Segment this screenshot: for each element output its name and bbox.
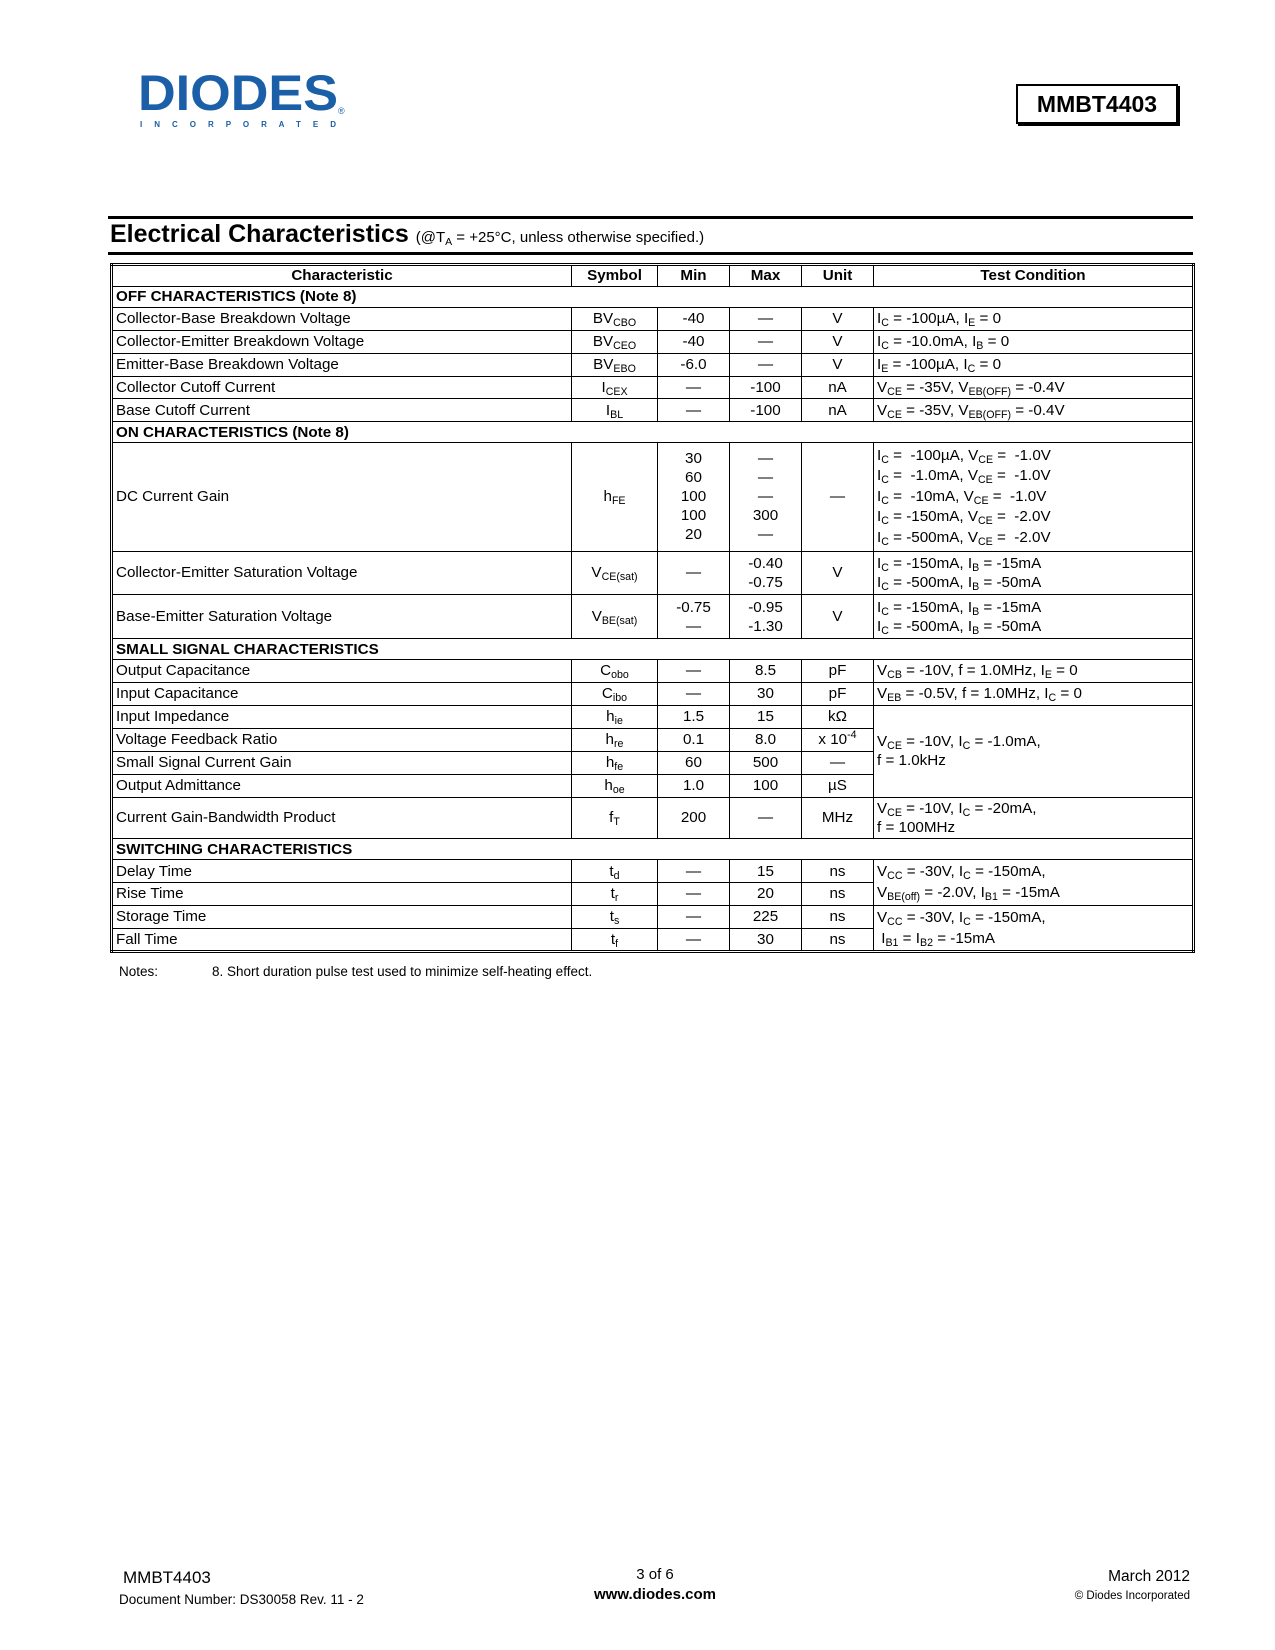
symbol: $f_T$ (572, 797, 658, 839)
footer-website: www.diodes.com (594, 1586, 716, 1603)
max-value: 500 (730, 751, 802, 774)
unit: V (802, 307, 874, 330)
characteristic-name: Input Capacitance (112, 682, 572, 705)
col-header-min: Min (658, 265, 730, 287)
symbol: $h_{oe}$ (572, 774, 658, 797)
min-value: — (658, 905, 730, 928)
symbol: $h_{re}$ (572, 728, 658, 751)
max-value: 8.5 (730, 660, 802, 683)
section-title (110, 220, 704, 249)
symbol: $C_{ibo}$ (572, 682, 658, 705)
col-header-characteristic: Characteristic (112, 265, 572, 287)
footer-document-number: Document Number: DS30058 Rev. 11 - 2 (119, 1592, 364, 1607)
unit: V (802, 353, 874, 376)
characteristic-name: Storage Time (112, 905, 572, 928)
table-row (112, 376, 1194, 399)
unit: pF (802, 682, 874, 705)
characteristic-name: Base-Emitter Saturation Voltage (112, 595, 572, 639)
symbol: $t_r$ (572, 882, 658, 905)
min-value: 1.5 (658, 705, 730, 728)
section-row (112, 422, 1194, 443)
table-row (112, 330, 1194, 353)
symbol: $C_{obo}$ (572, 660, 658, 683)
min-value: 200 (658, 797, 730, 839)
symbol: $t_s$ (572, 905, 658, 928)
symbol: $I_{BL}$ (572, 399, 658, 422)
logo-subtitle: I N C O R P O R A T E D (140, 120, 336, 129)
characteristic-name: Input Impedance (112, 705, 572, 728)
unit: V (802, 595, 874, 639)
test-condition: $I_C = -10.0mA$, $I_B = 0$ (874, 330, 1194, 353)
table-row (112, 353, 1194, 376)
test-condition: $V_{CE} = -10V$, $I_C = -20mA$, f = 100MHz (874, 797, 1194, 839)
table-row (112, 905, 1194, 928)
max-value: 30 (730, 682, 802, 705)
col-header-max: Max (730, 265, 802, 287)
test-condition: $V_{EB} = -0.5V$, f = 1.0MHz, $I_C = 0$ (874, 682, 1194, 705)
min-value: -40 (658, 307, 730, 330)
test-condition: $I_C = -150mA$, $I_B = -15mA$ $I_C = -500mA$, $I_B = -50mA$ (874, 595, 1194, 639)
section-condition: ($@T_A = +25^\circ C$, unless otherwise specified.) (415, 229, 705, 248)
min-value: — (658, 928, 730, 951)
symbol: $h_{fe}$ (572, 751, 658, 774)
unit: ns (802, 860, 874, 883)
col-header-unit: Unit (802, 265, 874, 287)
title-rule-bottom (108, 252, 1193, 255)
unit: x $10^{-4}$ (802, 728, 874, 751)
characteristic-name: Base Cutoff Current (112, 399, 572, 422)
max-value: 30 (730, 928, 802, 951)
title-rule-top (108, 216, 1193, 219)
characteristic-name: DC Current Gain (112, 443, 572, 551)
table-row (112, 551, 1194, 595)
min-value: — (658, 660, 730, 683)
max-value: — (730, 307, 802, 330)
electrical-characteristics-table (110, 263, 1195, 953)
symbol: $h_{ie}$ (572, 705, 658, 728)
characteristic-name: Collector-Base Breakdown Voltage (112, 307, 572, 330)
max-value: -0.40 -0.75 (730, 551, 802, 595)
footer-page-number: 3 of 6 (636, 1566, 674, 1583)
table-row (112, 307, 1194, 330)
characteristic-name: Voltage Feedback Ratio (112, 728, 572, 751)
unit: ns (802, 882, 874, 905)
max-value: 225 (730, 905, 802, 928)
test-condition: $V_{CE} = -35V$, $V_{EB(OFF)} = -0.4V$ (874, 399, 1194, 422)
symbol: $BV_{EBO}$ (572, 353, 658, 376)
section-row (112, 286, 1194, 307)
col-header-symbol: Symbol (572, 265, 658, 287)
max-value: 20 (730, 882, 802, 905)
section-row (112, 639, 1194, 660)
min-value: -40 (658, 330, 730, 353)
test-condition: $I_E = -100\mu A$, $I_C = 0$ (874, 353, 1194, 376)
max-value: — (730, 330, 802, 353)
symbol: $I_{CEX}$ (572, 376, 658, 399)
max-value: 15 (730, 705, 802, 728)
symbol: $t_d$ (572, 860, 658, 883)
logo-wordmark: DIODES (138, 70, 338, 121)
characteristic-name: Collector-Emitter Breakdown Voltage (112, 330, 572, 353)
max-value: 8.0 (730, 728, 802, 751)
table-row (112, 797, 1194, 839)
characteristic-name: Output Admittance (112, 774, 572, 797)
notes (119, 964, 593, 979)
max-value: 15 (730, 860, 802, 883)
col-header-test-condition: Test Condition (874, 265, 1194, 287)
characteristic-name: Output Capacitance (112, 660, 572, 683)
max-value: — (730, 353, 802, 376)
test-condition: $V_{CE} = -10V$, $I_C = -1.0mA$, f = 1.0kHz (874, 705, 1194, 797)
test-condition: $V_{CE} = -35V$, $V_{EB(OFF)} = -0.4V$ (874, 376, 1194, 399)
symbol: $V_{BE(sat)}$ (572, 595, 658, 639)
max-value: -100 (730, 399, 802, 422)
unit: V (802, 551, 874, 595)
max-value: -0.95 -1.30 (730, 595, 802, 639)
section-off: OFF CHARACTERISTICS (Note 8) (112, 286, 1194, 307)
unit: µS (802, 774, 874, 797)
section-title-text: Electrical Characteristics (110, 220, 409, 248)
symbol: $t_f$ (572, 928, 658, 951)
test-condition: $I_C = -100\mu A$, $V_{CE} = -1.0V$ $I_C = -1.0mA$, $V_{CE} = -1.0V$ $I_C = -10mA$, $V_{CE} = -1.0V$ $I_C = -150mA$, $V_{CE} = -2.0V$ $I_C = -500mA$, $V_{CE} = -2.0V$ (874, 443, 1194, 551)
unit: kΩ (802, 705, 874, 728)
characteristic-name: Current Gain-Bandwidth Product (112, 797, 572, 839)
unit: ns (802, 928, 874, 951)
characteristic-name: Collector-Emitter Saturation Voltage (112, 551, 572, 595)
min-value: 60 (658, 751, 730, 774)
characteristic-name: Rise Time (112, 882, 572, 905)
test-condition: $I_C = -150mA$, $I_B = -15mA$ $I_C = -500mA$, $I_B = -50mA$ (874, 551, 1194, 595)
unit: — (802, 443, 874, 551)
min-value: -6.0 (658, 353, 730, 376)
symbol: $BV_{CBO}$ (572, 307, 658, 330)
min-value: 30 60 100 100 20 (658, 443, 730, 551)
characteristic-name: Collector Cutoff Current (112, 376, 572, 399)
footer-part-number: MMBT4403 (123, 1568, 211, 1587)
max-value: -100 (730, 376, 802, 399)
min-value: — (658, 882, 730, 905)
section-on: ON CHARACTERISTICS (Note 8) (112, 422, 1194, 443)
unit: — (802, 751, 874, 774)
test-condition: $V_{CC} = -30V$, $I_C = -150mA$, $I_{B1} = I_{B2} = -15mA$ (874, 905, 1194, 951)
min-value: — (658, 399, 730, 422)
characteristic-name: Small Signal Current Gain (112, 751, 572, 774)
unit: V (802, 330, 874, 353)
unit: ns (802, 905, 874, 928)
min-value: — (658, 682, 730, 705)
table-row (112, 660, 1194, 683)
max-value: 100 (730, 774, 802, 797)
min-value: 1.0 (658, 774, 730, 797)
min-value: — (658, 860, 730, 883)
table-row (112, 682, 1194, 705)
table-header-row (112, 265, 1194, 287)
section-switching: SWITCHING CHARACTERISTICS (112, 839, 1194, 860)
min-value: 0.1 (658, 728, 730, 751)
footer-date: March 2012 (1108, 1568, 1190, 1585)
part-number-box: MMBT4403 (1016, 84, 1178, 124)
notes-label: Notes: (119, 964, 159, 979)
min-value: — (658, 551, 730, 595)
symbol: $V_{CE(sat)}$ (572, 551, 658, 595)
footer-copyright: © Diodes Incorporated (1074, 1590, 1190, 1602)
min-value: — (658, 376, 730, 399)
diodes-logo (138, 70, 353, 130)
table-row (112, 860, 1194, 883)
test-condition: $I_C = -100\mu A$, $I_E = 0$ (874, 307, 1194, 330)
svg-text:®: ® (338, 106, 345, 116)
characteristic-name: Delay Time (112, 860, 572, 883)
characteristic-name: Fall Time (112, 928, 572, 951)
symbol: $h_{FE}$ (572, 443, 658, 551)
table-row (112, 443, 1194, 551)
max-value: — (730, 797, 802, 839)
unit: MHz (802, 797, 874, 839)
max-value: — — — 300 — (730, 443, 802, 551)
table-row (112, 595, 1194, 639)
unit: nA (802, 376, 874, 399)
unit: nA (802, 399, 874, 422)
section-row (112, 839, 1194, 860)
min-value: -0.75 — (658, 595, 730, 639)
table-row (112, 705, 1194, 728)
table-row (112, 399, 1194, 422)
section-small-signal: SMALL SIGNAL CHARACTERISTICS (112, 639, 1194, 660)
characteristic-name: Emitter-Base Breakdown Voltage (112, 353, 572, 376)
unit: pF (802, 660, 874, 683)
test-condition: $V_{CC} = -30V$, $I_C = -150mA$, $V_{BE(off)} = -2.0V$, $I_{B1} = -15mA$ (874, 860, 1194, 906)
test-condition: $V_{CB} = -10V$, f = 1.0MHz, $I_E = 0$ (874, 660, 1194, 683)
symbol: $BV_{CEO}$ (572, 330, 658, 353)
note-8: 8. Short duration pulse test used to minimize self-heating effect. (212, 964, 593, 979)
